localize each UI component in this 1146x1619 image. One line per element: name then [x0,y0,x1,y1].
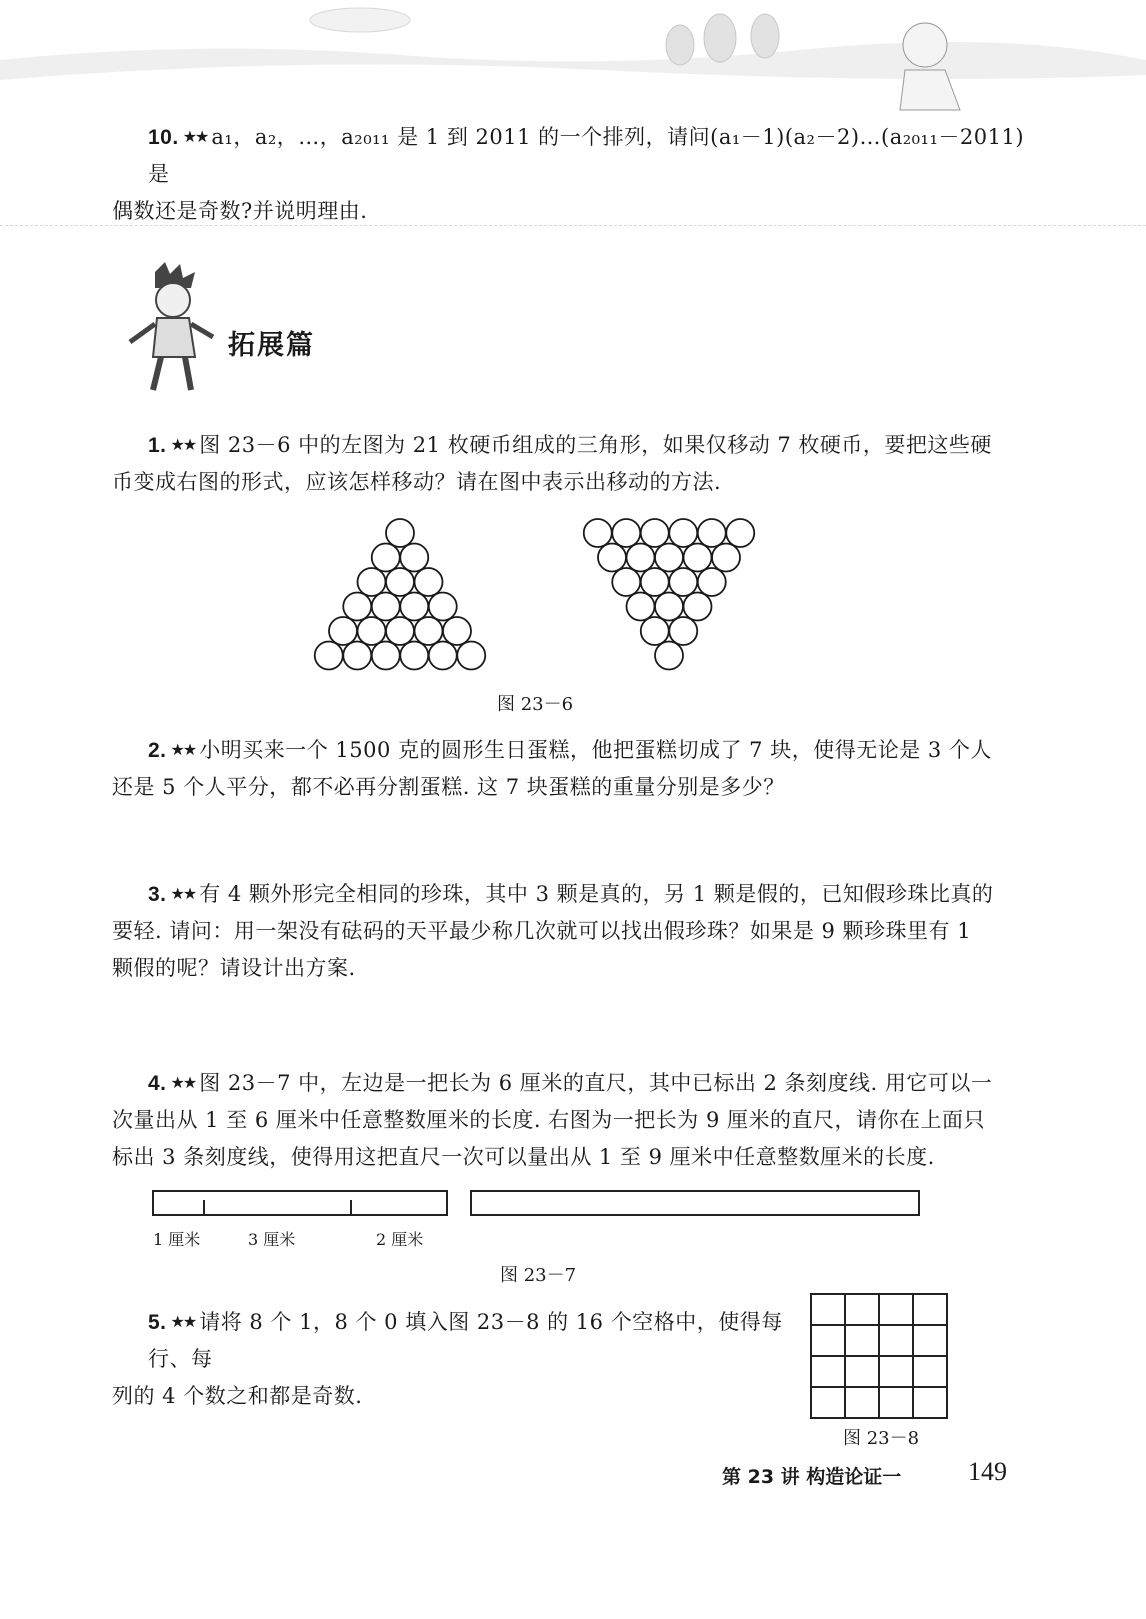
coin [712,544,740,572]
question-4 [112,1064,1028,1176]
figure-23-6-caption: 图 23－6 [497,694,574,715]
coin [655,642,683,670]
grid-cell [845,1325,879,1356]
coin [443,617,471,645]
question-1-line2: 币变成右图的形式，应该怎样移动？请在图中表示出移动的方法. [112,470,722,494]
question-3-line3: 颗假的呢？请设计出方案. [112,956,356,980]
coin [429,593,457,621]
coin [415,568,443,596]
figure-23-7-caption: 图 23－7 [500,1265,577,1286]
coin [457,642,485,670]
ruler-tick-1cm [203,1200,205,1214]
question-5 [112,1303,798,1415]
ruler-label-3: 2 厘米 [376,1230,424,1249]
coin [627,544,655,572]
difficulty-stars-icon: ★★ [170,740,196,759]
question-number: 3. [148,883,167,906]
coin [612,519,640,547]
coin [400,642,428,670]
ruler-label-2: 3 厘米 [248,1230,296,1249]
coin [400,544,428,572]
coin-triangle-figure [300,515,770,680]
coin [358,617,386,645]
question-2-line1 [148,731,1028,769]
question-10-line1 [148,118,1028,193]
coin [386,617,414,645]
difficulty-stars-icon: ★★ [182,127,208,146]
question-10-line2: 偶数还是奇数?并说明理由. [112,199,368,223]
grid-cell [879,1325,913,1356]
question-text: 图 23－6 中的左图为 21 枚硬币组成的三角形，如果仅移动 7 枚硬币，要把这些硬 [199,433,992,457]
cartoon-boy-icon [125,262,220,397]
coin [669,519,697,547]
question-number: 1. [148,434,167,457]
coin [584,519,612,547]
coin [669,617,697,645]
ruler-6cm [152,1190,448,1216]
coin [343,593,371,621]
question-1 [112,426,1028,501]
question-1-line1 [148,426,1028,464]
grid-cell [913,1356,947,1387]
coin [684,544,712,572]
coin [358,568,386,596]
coin [641,519,669,547]
ruler-tick-4cm [350,1200,352,1214]
question-5-line1 [148,1303,798,1378]
question-5-line2: 列的 4 个数之和都是奇数. [112,1384,363,1408]
difficulty-stars-icon: ★★ [170,1073,196,1092]
question-text: 图 23－7 中，左边是一把长为 6 厘米的直尺，其中已标出 2 条刻度线. 用它可以一 [199,1071,993,1095]
coin-triangle-right [584,519,755,670]
question-4-line2: 次量出从 1 至 6 厘米中任意整数厘米的长度. 右图为一把长为 9 厘米的直尺，请你在上面只 [112,1108,985,1132]
coin [400,593,428,621]
question-4-line3: 标出 3 条刻度线，使得用这把直尺一次可以量出从 1 至 9 厘米中任意整数厘米的长度. [112,1145,935,1169]
coin [343,642,371,670]
grid-cell [811,1356,845,1387]
coin [726,519,754,547]
grid-cell [913,1387,947,1418]
coin [415,617,443,645]
coin [627,593,655,621]
question-2-line2: 还是 5 个人平分，都不必再分割蛋糕. 这 7 块蛋糕的重量分别是多少？ [112,775,785,799]
coin [655,593,683,621]
question-text: 小明买来一个 1500 克的圆形生日蛋糕，他把蛋糕切成了 7 块，使得无论是 3 个人 [199,738,992,762]
coin [372,642,400,670]
grid-4x4 [810,1293,948,1419]
question-number: 5. [148,1311,167,1334]
grid-cell [879,1294,913,1325]
coin [372,593,400,621]
question-text: a₁，a₂，…，a₂₀₁₁ 是 1 到 2011 的一个排列，请问(a₁－1)(a₂－2)…(a₂₀₁₁－2011) 是 [148,125,1025,186]
question-3-line1 [148,875,1028,913]
coin [612,568,640,596]
coin [598,544,626,572]
coin [329,617,357,645]
coin [669,568,697,596]
section-title: 拓展篇 [228,330,315,361]
coin [641,617,669,645]
grid-cell [913,1325,947,1356]
grid-cell [845,1387,879,1418]
question-number: 10. [148,126,179,149]
coin [684,593,712,621]
question-4-line1 [148,1064,1028,1102]
question-3-line2: 要轻. 请问：用一架没有砝码的天平最少称几次就可以找出假珍珠？如果是 9 颗珍珠里有 1 [112,919,972,943]
chapter-footer: 第 23 讲 构造论证一 [722,1466,902,1488]
question-number: 2. [148,739,167,762]
coin [655,544,683,572]
grid-cell [811,1294,845,1325]
coin [386,519,414,547]
coin [372,544,400,572]
question-2 [112,731,1028,806]
page-number: 149 [968,1457,1007,1486]
coin [429,642,457,670]
grid-cell [879,1387,913,1418]
question-3 [112,875,1028,987]
coin [641,568,669,596]
grid-cell [845,1294,879,1325]
question-number: 4. [148,1072,167,1095]
coin [698,568,726,596]
coin-triangle-left [315,519,486,670]
difficulty-stars-icon: ★★ [170,1312,196,1331]
difficulty-stars-icon: ★★ [170,884,196,903]
question-text: 有 4 颗外形完全相同的珍珠，其中 3 颗是真的，另 1 颗是假的，已知假珍珠比真的 [199,882,994,906]
grid-cell [811,1387,845,1418]
coin [698,519,726,547]
grid-cell [811,1325,845,1356]
ruler-9cm [470,1190,920,1216]
question-text: 请将 8 个 1，8 个 0 填入图 23－8 的 16 个空格中，使得每行、每 [148,1310,783,1371]
difficulty-stars-icon: ★★ [170,435,196,454]
header-decoration [0,0,1146,130]
grid-cell [879,1356,913,1387]
grid-cell [913,1294,947,1325]
question-10 [112,118,1028,230]
coin [386,568,414,596]
ruler-label-1: 1 厘米 [153,1230,201,1249]
grid-cell [845,1356,879,1387]
figure-23-8-caption: 图 23－8 [843,1428,920,1449]
coin [315,642,343,670]
